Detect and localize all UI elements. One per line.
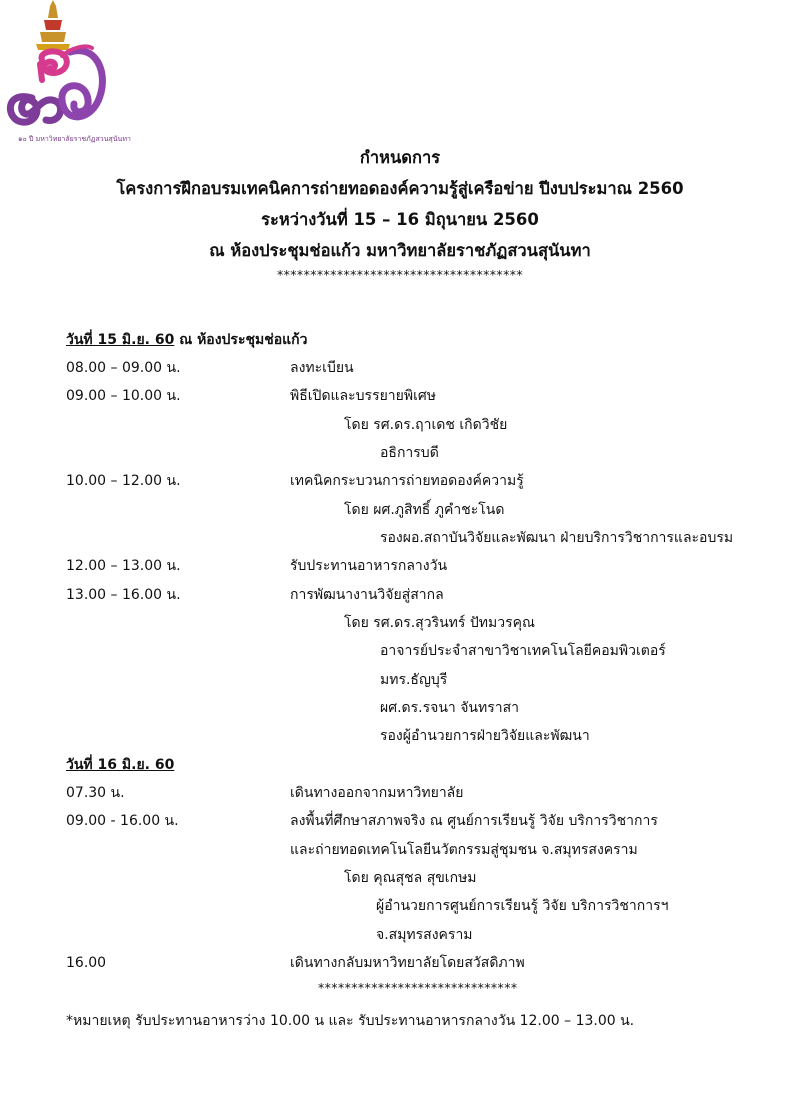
day1-row-activity: รับประทานอาหารกลางวัน: [290, 558, 448, 574]
day1-speaker: โดย รศ.ดร.สุวรินทร์ ปัทมวรคุณ: [344, 615, 535, 631]
document-header: [0, 142, 800, 266]
university-anniversary-logo: [0, 0, 131, 150]
day1-row-time: 12.00 – 13.00 น.: [66, 558, 181, 574]
day1-speaker-title: อาจารย์ประจำสาขาวิชาเทคโนโลยีคอมพิวเตอร์: [380, 643, 666, 659]
day2-heading: [66, 755, 174, 775]
day2-row-activity: เดินทางออกจากมหาวิทยาลัย: [290, 785, 464, 801]
day2-speaker: โดย คุณสุชล สุขเกษม: [344, 870, 477, 886]
day1-speaker-title: รองผอ.สถาบันวิจัยและพัฒนา ฝ่ายบริการวิชาการและอบรม: [380, 530, 734, 546]
footnote: *หมายเหตุ รับประทานอาหารว่าง 10.00 น และ รับประทานอาหารกลางวัน 12.00 – 13.00 น.: [66, 1013, 635, 1029]
day1-place: ณ ห้องประชุมช่อแก้ว: [174, 332, 308, 348]
day1-row-activity: การพัฒนางานวิจัยสู่สากล: [290, 587, 444, 603]
day1-row-time: 10.00 – 12.00 น.: [66, 473, 181, 489]
day2-speaker-title: ผู้อำนวยการศูนย์การเรียนรู้ วิจัย บริการวิชาการฯ: [376, 898, 669, 914]
day1-row-activity: พิธีเปิดและบรรยายพิเศษ: [290, 388, 436, 404]
day1-speaker-org: มทร.ธัญบุรี: [380, 672, 448, 688]
day2-speaker-org: จ.สมุทรสงคราม: [376, 927, 473, 943]
day1-speaker-title: รองผู้อำนวยการฝ่ายวิจัยและพัฒนา: [380, 728, 590, 744]
header-venue: ณ ห้องประชุมช่อแก้ว มหาวิทยาลัยราชภัฏสวนสุนันทา: [209, 241, 591, 260]
header-project: โครงการฝึกอบรมเทคนิคการถ่ายทอดองค์ความรู้สู่เครือข่าย ปีงบประมาณ 2560: [116, 179, 684, 198]
day2-row-activity: เดินทางกลับมหาวิทยาลัยโดยสวัสดิภาพ: [290, 955, 525, 971]
day1-row-time: 13.00 – 16.00 น.: [66, 587, 181, 603]
header-title: กำหนดการ: [359, 148, 441, 167]
day1-speaker: ผศ.ดร.รจนา จันทราสา: [380, 700, 519, 716]
day2-row-time: 07.30 น.: [66, 785, 125, 801]
day1-row-activity: เทคนิคกระบวนการถ่ายทอดองค์ความรู้: [290, 473, 524, 489]
day1-heading: [66, 330, 307, 350]
logo-emblem-icon: [0, 0, 115, 140]
day1-speaker-title: อธิการบดี: [380, 445, 439, 461]
day1-row-time: 09.00 – 10.00 น.: [66, 388, 181, 404]
logo-caption: ๑๐ ปี มหาวิทยาลัยราชภัฏสวนสุนันทา: [18, 135, 131, 143]
day1-row-activity: ลงทะเบียน: [290, 360, 354, 376]
day1-row-time: 08.00 – 09.00 น.: [66, 360, 181, 376]
day2-row-time: 16.00: [66, 955, 107, 971]
day2-row-time: 09.00 - 16.00 น.: [66, 813, 179, 829]
day2-row-activity-cont: และถ่ายทอดเทคโนโลยีนวัตกรรมสู่ชุมชน จ.สมุทรสงคราม: [290, 842, 638, 858]
header-divider-stars: *************************************: [276, 267, 524, 282]
day2-row-activity: ลงพื้นที่ศึกษาสภาพจริง ณ ศูนย์การเรียนรู้ วิจัย บริการวิชาการ: [290, 813, 658, 829]
day1-speaker: โดย รศ.ดร.ฤาเดช เกิดวิชัย: [344, 417, 508, 433]
header-dates: ระหว่างวันที่ 15 – 16 มิถุนายน 2560: [261, 210, 539, 229]
day2-date: วันที่ 16 มิ.ย. 60: [66, 757, 175, 773]
day1-speaker: โดย ผศ.ภูสิทธิ์ ภูคำชะโนด: [344, 502, 505, 518]
end-divider-stars: ******************************: [318, 980, 518, 995]
day1-date: วันที่ 15 มิ.ย. 60: [66, 332, 175, 348]
